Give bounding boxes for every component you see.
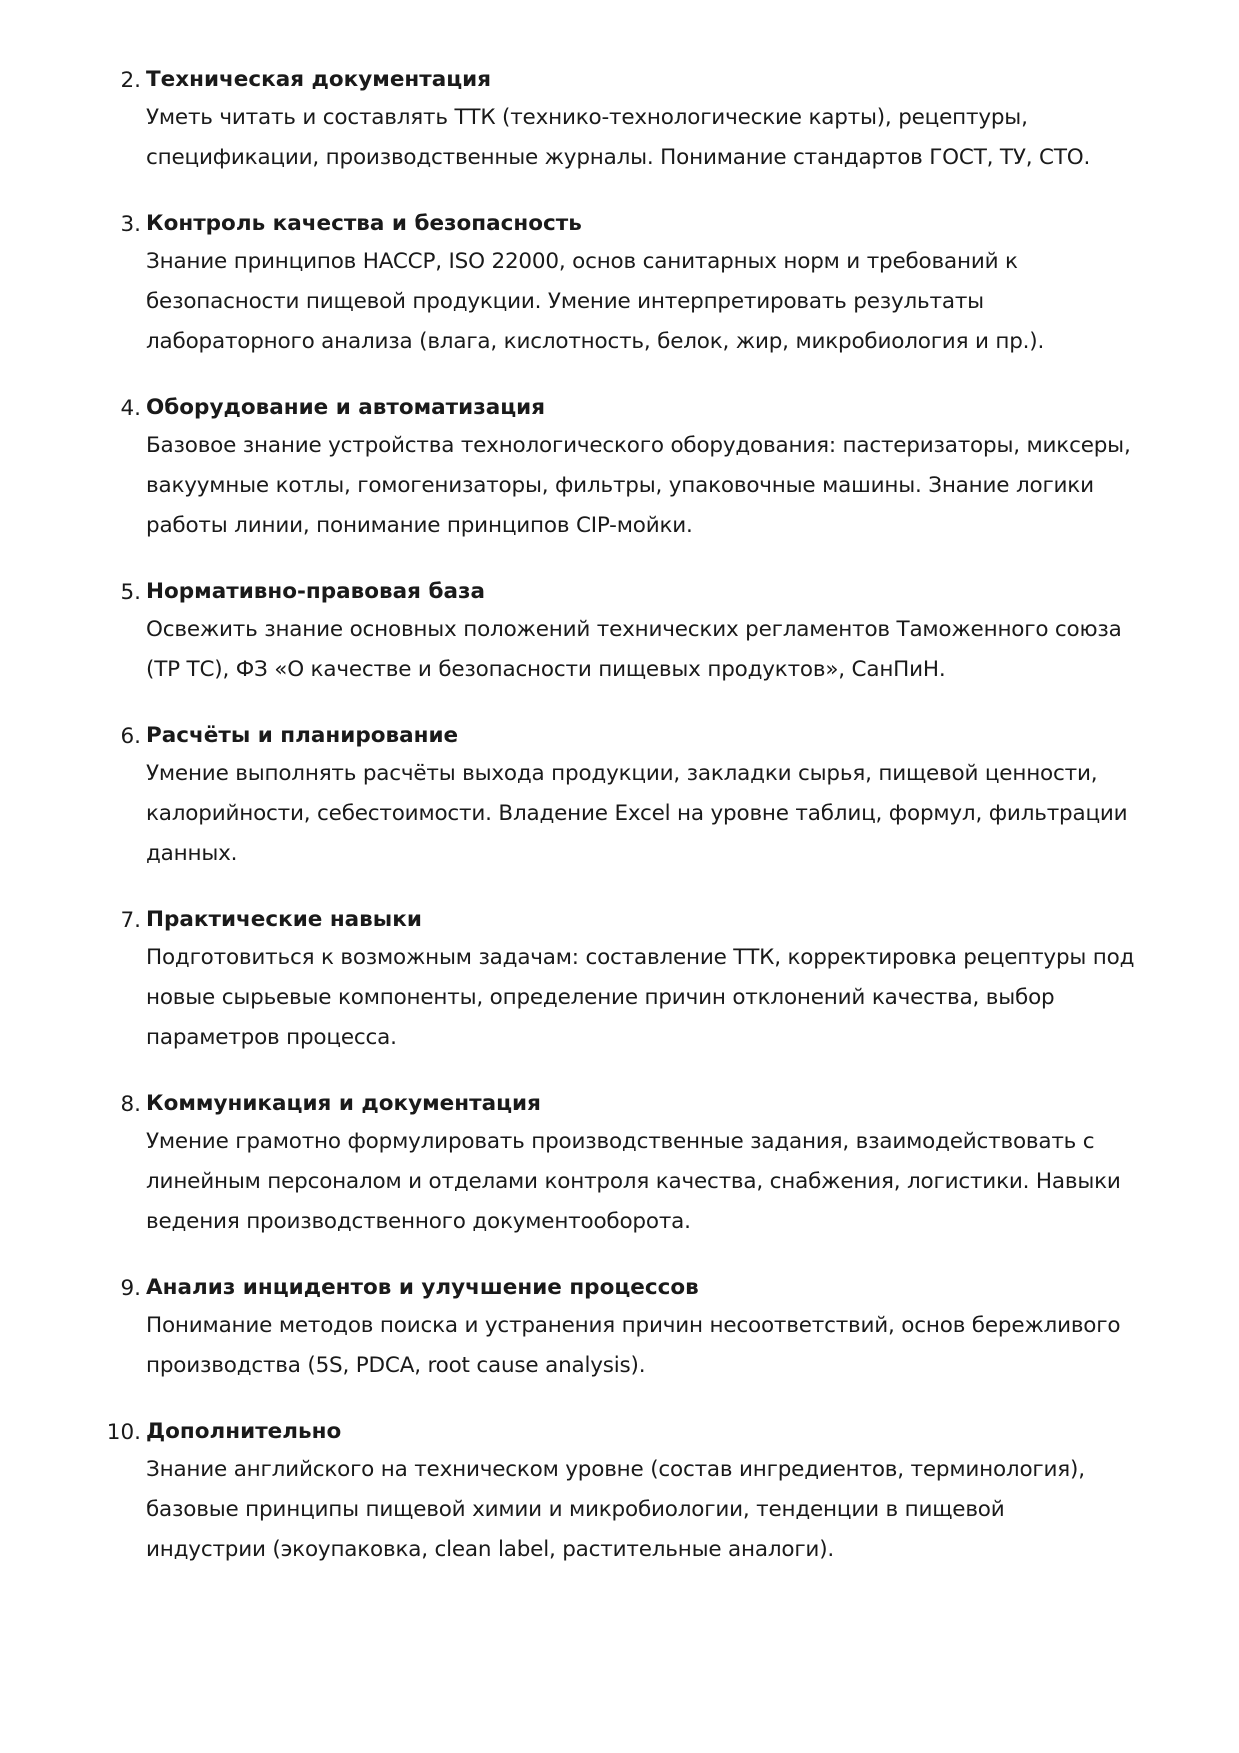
numbered-list xyxy=(100,62,1160,1598)
list-item xyxy=(100,574,1160,690)
item-number: 7. xyxy=(120,908,141,933)
item-text-line: Умение грамотно формулировать производственные задания, взаимодействовать с xyxy=(146,1129,1095,1154)
item-text-line: Освежить знание основных положений технических регламентов Таможенного союза xyxy=(146,617,1122,642)
item-text-line: Уметь читать и составлять ТТК (технико-технологические карты), рецептуры, xyxy=(146,105,1028,130)
list-item xyxy=(100,1270,1160,1386)
item-number: 8. xyxy=(120,1092,141,1117)
item-number: 4. xyxy=(120,396,141,421)
item-title: Нормативно-правовая база xyxy=(146,579,485,604)
list-item xyxy=(100,718,1160,874)
item-text-line: Умение выполнять расчёты выхода продукции, закладки сырья, пищевой ценности, xyxy=(146,761,1098,786)
item-number: 3. xyxy=(120,212,141,237)
list-item xyxy=(100,1086,1160,1242)
item-text-line: новые сырьевые компоненты, определение причин отклонений качества, выбор xyxy=(146,985,1055,1010)
item-text-line: работы линии, понимание принципов CIP-мойки. xyxy=(146,513,693,538)
item-text-line: вакуумные котлы, гомогенизаторы, фильтры, упаковочные машины. Знание логики xyxy=(146,473,1094,498)
item-title: Техническая документация xyxy=(146,67,492,92)
list-item xyxy=(100,206,1160,362)
item-text-line: Знание английского на техническом уровне (состав ингредиентов, терминология), xyxy=(146,1457,1085,1482)
item-text-line: индустрии (экоупаковка, clean label, растительные аналоги). xyxy=(146,1537,835,1562)
list-item xyxy=(100,902,1160,1058)
item-text-line: Базовое знание устройства технологического оборудования: пастеризаторы, миксеры, xyxy=(146,433,1131,458)
list-item xyxy=(100,1414,1160,1570)
list-item xyxy=(100,62,1160,178)
item-number: 10. xyxy=(106,1420,141,1445)
item-title: Контроль качества и безопасность xyxy=(146,211,582,236)
item-number: 9. xyxy=(120,1276,141,1301)
list-item xyxy=(100,390,1160,546)
item-text-line: Понимание методов поиска и устранения причин несоответствий, основ бережливого xyxy=(146,1313,1121,1338)
item-number: 6. xyxy=(120,724,141,749)
item-text-line: калорийности, себестоимости. Владение Excel на уровне таблиц, формул, фильтрации xyxy=(146,801,1128,826)
item-title: Анализ инцидентов и улучшение процессов xyxy=(146,1275,699,1300)
item-title: Расчёты и планирование xyxy=(146,723,459,748)
item-text-line: Знание принципов HACCP, ISO 22000, основ санитарных норм и требований к xyxy=(146,249,1018,274)
item-text-line: лабораторного анализа (влага, кислотность, белок, жир, микробиология и пр.). xyxy=(146,329,1045,354)
item-title: Коммуникация и документация xyxy=(146,1091,541,1116)
item-text-line: Подготовиться к возможным задачам: составление ТТК, корректировка рецептуры под xyxy=(146,945,1135,970)
item-text-line: параметров процесса. xyxy=(146,1025,397,1050)
item-text-line: ведения производственного документооборота. xyxy=(146,1209,691,1234)
item-title: Дополнительно xyxy=(146,1419,342,1444)
item-text-line: спецификации, производственные журналы. Понимание стандартов ГОСТ, ТУ, СТО. xyxy=(146,145,1091,170)
item-number: 2. xyxy=(120,68,141,93)
item-title: Практические навыки xyxy=(146,907,422,932)
item-text-line: (ТР ТС), ФЗ «О качестве и безопасности пищевых продуктов», СанПиН. xyxy=(146,657,946,682)
item-title: Оборудование и автоматизация xyxy=(146,395,546,420)
item-number: 5. xyxy=(120,580,141,605)
item-text-line: безопасности пищевой продукции. Умение интерпретировать результаты xyxy=(146,289,984,314)
item-text-line: производства (5S, PDCA, root cause analysis). xyxy=(146,1353,646,1378)
item-text-line: базовые принципы пищевой химии и микробиологии, тенденции в пищевой xyxy=(146,1497,1005,1522)
item-text-line: линейным персоналом и отделами контроля качества, снабжения, логистики. Навыки xyxy=(146,1169,1121,1194)
item-text-line: данных. xyxy=(146,841,238,866)
